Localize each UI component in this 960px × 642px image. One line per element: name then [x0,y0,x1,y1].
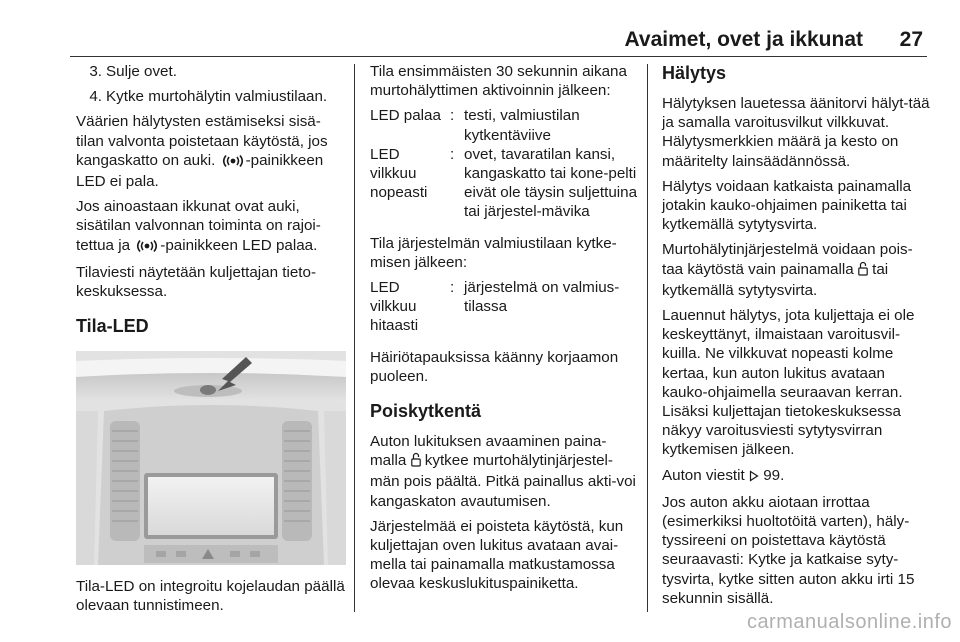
paragraph: Häiriötapauksissa käänny korjaamon puoleen. [370,348,619,385]
unlock-padlock-icon [858,261,868,281]
paragraph [370,432,640,511]
paragraph [662,466,932,487]
table-row [370,145,640,222]
paragraph: Hälytys voidaan katkaista painamalla jotakin kauko-ohjaimen painiketta tai kytkemällä sytytysvirta. [662,177,912,234]
table-value: ovet, tavaratilan kansi, kangaskatto tai kone-pelti eivät ole täysin suljettuina tai järjestel-mävika [464,145,638,221]
paragraph: Lauennut hälytys, jota kuljettaja ei ole keskeyttänyt, ilmaistaan varoitusvil-kuilla. Ne vilkkuvat nopeasti kolme kertaa, kun auton lukitus avataan kauko-ohjaimella seuraavan kerran. Lisäksi kuljettajan tietokeskuksessa näkyy varoitusviesti sytytysvirran kytkemisen jälkeen. [662,307,915,459]
column-divider-2 [647,64,648,612]
table-row [370,106,640,144]
status-led-illustration [76,351,346,565]
section-heading: Tila-LED [76,316,149,337]
column-1 [76,62,346,622]
table-key: LED vilkkuu hitaasti [370,279,419,335]
paragraph-text: tai kytkemällä sytytysvirta. [662,260,889,299]
paragraph-text: -painikkeen LED palaa. [160,236,318,254]
table-value: järjestelmä on valmius-tilassa [464,279,620,316]
table-row [370,278,640,336]
page-number: 27 [899,28,923,51]
column-divider-1 [354,64,355,612]
alarm-wave-icon [220,153,246,172]
table-key: LED palaa [370,107,441,125]
list-item [76,87,346,106]
dashboard-illustration [76,351,346,565]
paragraph [76,112,346,191]
paragraph [76,197,346,257]
status-led [200,385,216,395]
page-reference-link[interactable]: 99. [763,466,785,484]
section-heading: Poiskytkentä [370,401,482,422]
watermark: carmanualsonline.info [746,611,952,633]
paragraph: Tila järjestelmän valmiustilaan kytke-misen jälkeen: [370,234,617,271]
list-item-number: 4. [89,88,102,106]
alarm-wave-icon [134,238,160,257]
paragraph-text: Auton lukituksen avaaminen paina-malla [370,433,607,470]
page-reference-triangle-icon[interactable] [749,468,759,487]
figure-caption: Tila-LED on integroitu kojelaudan päällä olevaan tunnistimeen. [76,578,345,615]
column-2 [370,62,640,600]
list-item-text: Sulje ovet. [106,63,177,80]
paragraph-text: -painikkeen LED ei pala. [76,151,324,191]
table-separator: : [450,279,455,297]
list-item-number: 3. [89,63,102,80]
led-status-table-2 [370,278,640,336]
paragraph-text: Murtohälytinjärjestelmä voidaan pois-taa käytöstä vain painamalla [662,241,913,278]
paragraph-text: kytkee murtohälytinjärjestel-män pois päältä. Pitkä painallus akti-voi kangaskaton avautumisen. [370,452,636,510]
section-heading: Hälytys [662,63,727,83]
paragraph-text: Jos ainoastaan ikkunat ovat auki, sisätilan valvonnan toiminta on rajoi-tettua ja [76,198,321,254]
table-separator: : [450,145,455,163]
led-status-table-1 [370,106,640,221]
paragraph-text: Auton viestit [662,466,745,484]
paragraph: Tilaviesti näytetään kuljettajan tieto-keskuksessa. [76,263,317,301]
table-value: testi, valmiustilan kytkentäviive [464,107,580,144]
table-separator: : [450,107,455,125]
paragraph: Järjestelmää ei poisteta käytöstä, kun kuljettajan oven lukitus avataan avai-mella tai painamalla matkustamossa olevaa keskuslukituspainiketta. [370,517,624,593]
page-header [70,28,925,54]
list-item [76,62,346,81]
page-header-title: Avaimet, ovet ja ikkunat [624,28,863,51]
header-rule [70,56,927,57]
column-3 [662,62,932,614]
unlock-padlock-icon [411,452,421,472]
list-item-text: Kytke murtohälytin valmiustilaan. [106,88,328,106]
paragraph-text: Väärien hälytysten estämiseksi sisä-tilan valvonta poistetaan käytöstä, jos kangaskatto on auki. [76,113,328,169]
table-key: LED vilkkuu nopeasti [370,145,428,202]
paragraph [662,240,932,300]
paragraph: Tila ensimmäisten 30 sekunnin aikana murtohälyttimen aktivoinnin jälkeen: [370,63,627,100]
paragraph: Hälytyksen lauetessa äänitorvi hälyt-tää ja samalla varoitusvilkut vilkkuvat. Hälytysmerkkien määrä ja kesto on määritelty lainsäädännössä. [662,95,930,170]
paragraph: Jos auton akku aiotaan irrottaa (esimerkiksi huoltotöitä varten), häly-tyssireeni on poistettava käytöstä seuraavasti: Kytke ja katkaise syty-tysvirta, kytke sitten auton akku irti 15 sekunnin sisällä. [662,493,915,607]
